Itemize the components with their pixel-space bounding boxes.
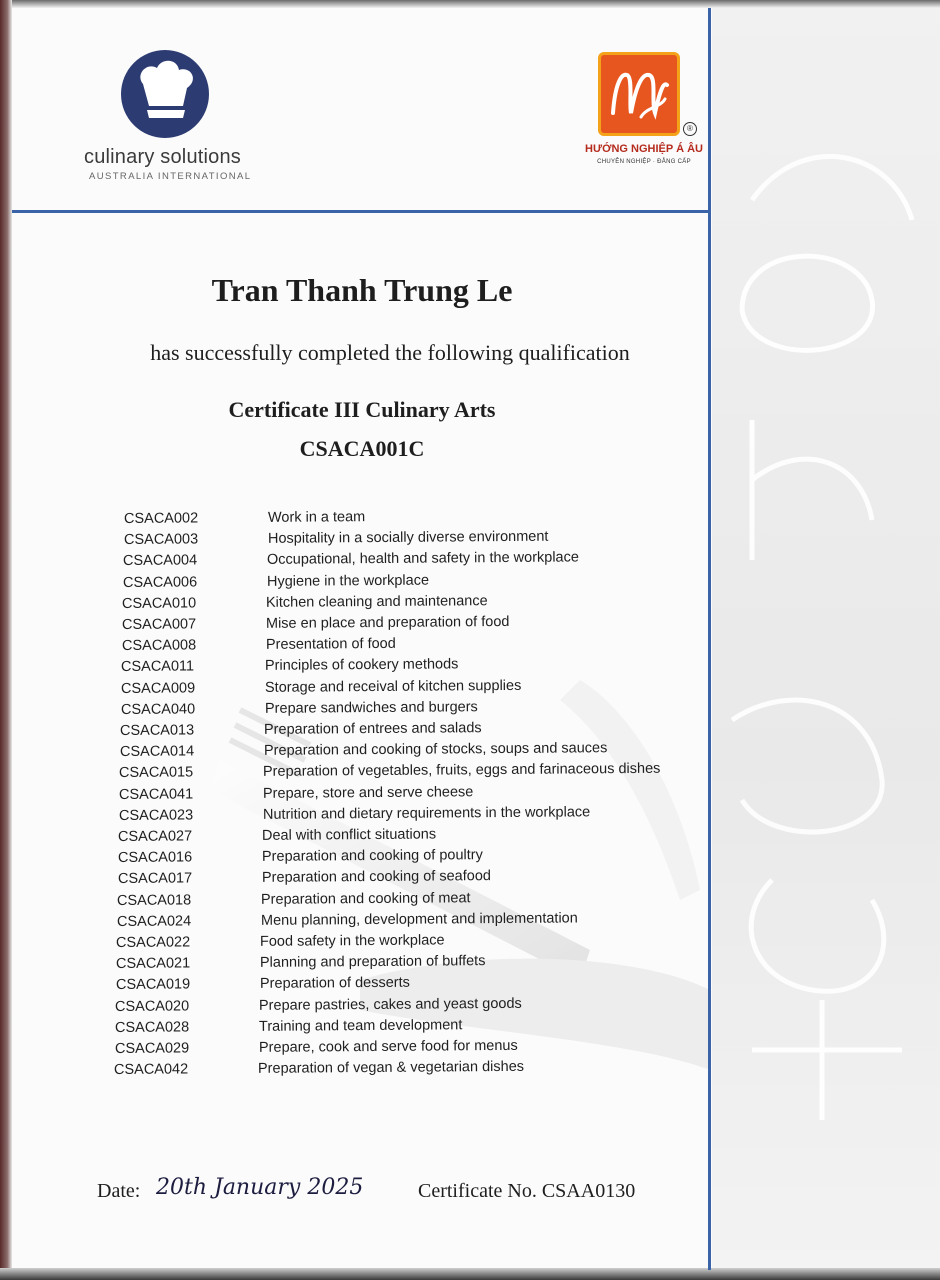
unit-code: CSACA042	[114, 1061, 189, 1079]
unit-title: Prepare, store and serve cheese	[262, 783, 474, 802]
unit-title: Nutrition and dietary requirements in the workplace	[262, 804, 590, 823]
logo-left-name: culinary solutions	[84, 146, 242, 168]
logo-left-subtitle: AUSTRALIA INTERNATIONAL	[89, 171, 252, 182]
unit-code: CSACA019	[115, 976, 190, 994]
registered-mark: ®	[683, 122, 697, 136]
unit-code: CSACA024	[116, 913, 191, 930]
unit-title: Preparation and cooking of meat	[261, 889, 471, 908]
unit-title: Preparation and cooking of poultry	[261, 847, 483, 866]
certificate-number: Certificate No. CSAA0130	[418, 1180, 636, 1202]
qualification-code: CSACA001C	[299, 436, 425, 461]
unit-code: CSACA011	[121, 658, 195, 676]
date-label: Date:	[97, 1180, 141, 1202]
unit-code: CSACA023	[118, 807, 193, 824]
unit-code: CSACA004	[123, 552, 198, 570]
unit-title: Preparation of vegetables, fruits, eggs and farinaceous dishes	[263, 761, 661, 781]
unit-code: CSACA028	[114, 1019, 190, 1036]
unit-code: CSACA008	[121, 637, 196, 655]
unit-title: Training and team development	[258, 1017, 463, 1035]
unit-code: CSACA018	[117, 892, 192, 909]
unit-code: CSACA009	[120, 680, 196, 697]
unit-title: Kitchen cleaning and maintenance	[266, 592, 489, 611]
unit-title: Planning and preparation of buffets	[259, 953, 486, 972]
m-letter-logo-icon	[598, 52, 680, 136]
blue-horizontal-rule	[12, 210, 710, 213]
unit-title: Storage and receival of kitchen supplies	[264, 677, 522, 696]
logo-right-name: HƯỚNG NGHIỆP Á ÂU	[585, 143, 703, 155]
unit-code: CSACA027	[118, 828, 193, 845]
culinary-solutions-logo	[84, 48, 254, 188]
unit-title: Preparation of entrees and salads	[264, 720, 482, 738]
unit-title: Menu planning, development and implementation	[260, 910, 578, 929]
unit-title: Deal with conflict situations	[262, 826, 437, 844]
unit-code: CSACA002	[123, 510, 199, 527]
unit-title: Work in a team	[267, 509, 366, 526]
unit-code: CSACA007	[122, 616, 197, 633]
unit-code: CSACA013	[120, 722, 195, 739]
unit-code: CSACA041	[118, 786, 194, 803]
handwritten-date: 20th January 2025	[156, 1175, 364, 1200]
photo-edge-bottom	[0, 1268, 940, 1280]
recipient-name: Tran Thanh Trung Le	[211, 272, 513, 308]
blue-vertical-rule	[708, 8, 711, 1270]
unit-code: CSACA006	[122, 574, 198, 591]
photo-edge-left	[0, 0, 12, 1280]
unit-title: Occupational, health and safety in the workplace	[267, 549, 580, 569]
unit-code: CSACA017	[117, 870, 192, 888]
unit-title: Hygiene in the workplace	[266, 572, 429, 590]
unit-code: CSACA020	[115, 998, 190, 1015]
unit-title: Preparation and cooking of stocks, soups and sauces	[263, 740, 608, 760]
unit-title: Prepare pastries, cakes and yeast goods	[259, 995, 523, 1014]
huong-nghiep-a-au-logo	[580, 50, 705, 180]
unit-code: CSACA021	[115, 955, 191, 973]
decorative-side-panel	[712, 0, 940, 1270]
unit-title: Presentation of food	[265, 636, 396, 654]
unit-code: CSACA003	[123, 531, 198, 549]
logo-right-subtitle: CHUYÊN NGHIỆP · ĐẲNG CẤP	[597, 159, 691, 165]
unit-title: Hospitality in a socially diverse environment	[267, 528, 549, 548]
unit-code: CSACA022	[116, 934, 191, 951]
unit-title: Prepare, cook and serve food for menus	[258, 1037, 518, 1056]
unit-code: CSACA040	[120, 701, 195, 718]
chef-hat-icon	[121, 50, 209, 138]
unit-code: CSACA029	[114, 1040, 189, 1057]
unit-code: CSACA015	[119, 764, 194, 782]
unit-title: Mise en place and preparation of food	[266, 613, 510, 632]
unit-title: Food safety in the workplace	[260, 932, 446, 950]
unit-code: CSACA014	[119, 743, 195, 761]
unit-code: CSACA010	[122, 595, 197, 612]
unit-title: Preparation of vegan & vegetarian dishes	[258, 1058, 525, 1078]
unit-code: CSACA016	[117, 849, 193, 867]
unit-title: Principles of cookery methods	[265, 656, 459, 675]
completion-statement: has successfully completed the following qualification	[150, 340, 630, 365]
qualification-title: Certificate III Culinary Arts	[228, 397, 496, 422]
unit-title: Prepare sandwiches and burgers	[264, 698, 478, 717]
unit-title: Preparation of desserts	[259, 975, 410, 993]
unit-title: Preparation and cooking of seafood	[261, 868, 491, 887]
photo-edge-top	[0, 0, 940, 8]
